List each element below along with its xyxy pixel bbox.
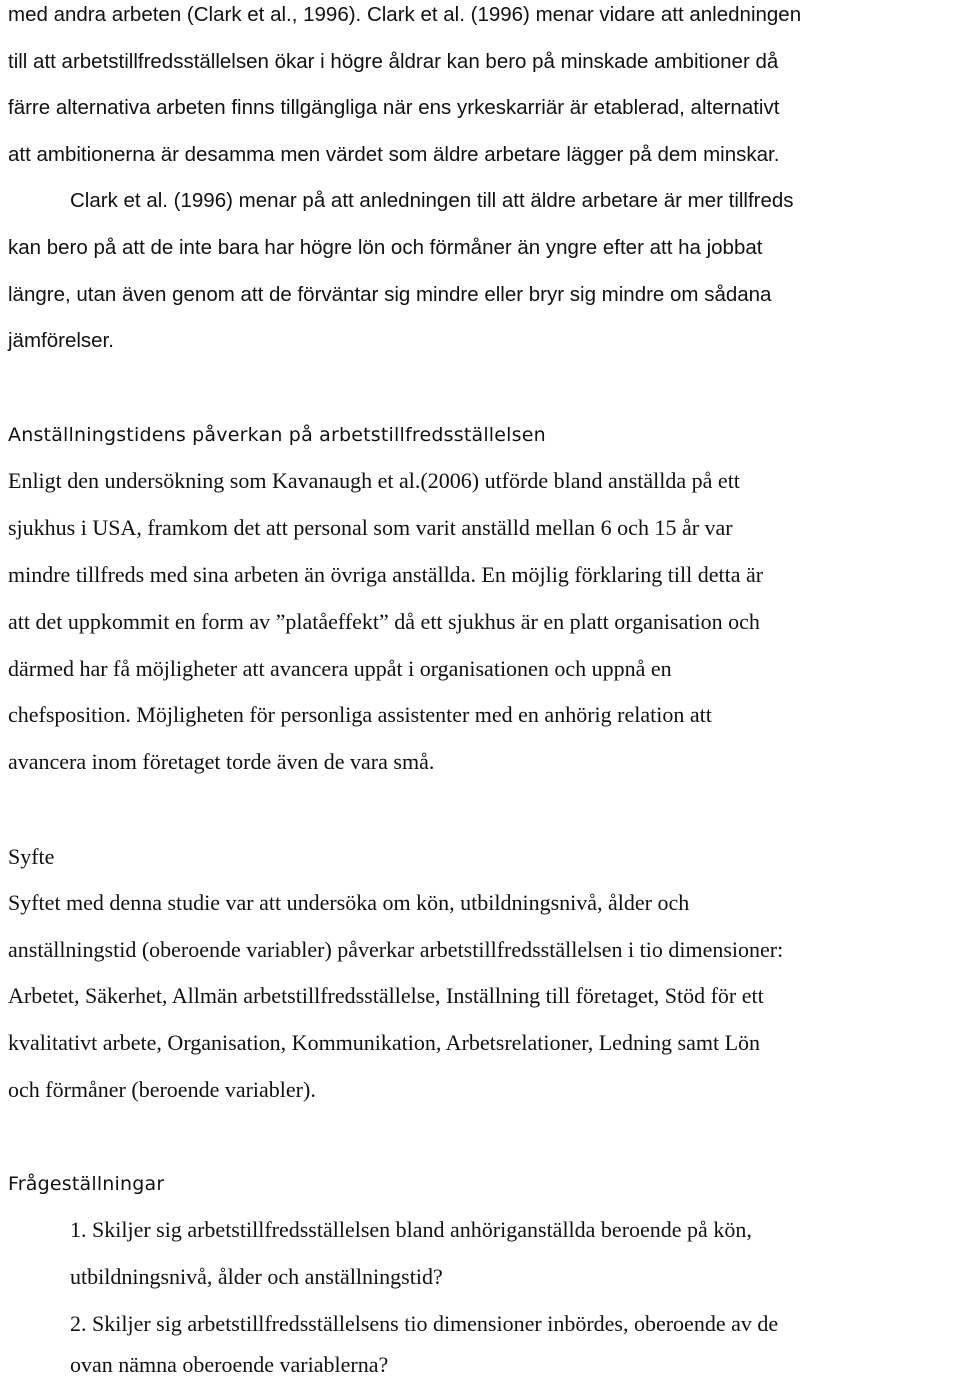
paragraph-line: kan bero på att de inte bara har högre lön och förmåner än yngre efter att ha jobbat xyxy=(8,236,763,259)
paragraph-line: sjukhus i USA, framkom det att personal som varit anställd mellan 6 och 15 år var xyxy=(8,515,733,540)
question-1-line: 1. Skiljer sig arbetstillfredsställelsen bland anhöriganställda beroende på kön, xyxy=(70,1217,752,1242)
paragraph-line: att ambitionerna är desamma men värdet som äldre arbetare lägger på dem minskar. xyxy=(8,143,780,166)
question-1-line: utbildningsnivå, ålder och anställningstid? xyxy=(70,1264,443,1289)
paragraph-line: till att arbetstillfredsställelsen ökar i högre åldrar kan bero på minskade ambitioner då xyxy=(8,50,779,73)
paragraph-line: avancera inom företaget torde även de vara små. xyxy=(8,749,435,774)
paragraph-line: därmed har få möjligheter att avancera uppåt i organisationen och uppnå en xyxy=(8,656,672,681)
paragraph-line: Arbetet, Säkerhet, Allmän arbetstillfredsställelse, Inställning till företaget, Stöd för ett xyxy=(8,983,764,1008)
question-2-line: 2. Skiljer sig arbetstillfredsställelsens tio dimensioner inbördes, oberoende av de xyxy=(70,1311,779,1336)
section-heading-aim: Syfte xyxy=(8,844,55,869)
paragraph-line: färre alternativa arbeten finns tillgängliga när ens yrkeskarriär är etablerad, alternativt xyxy=(8,96,780,119)
paragraph-line: mindre tillfreds med sina arbeten än övriga anställda. En möjlig förklaring till detta är xyxy=(8,562,764,587)
paragraph-line: Clark et al. (1996) menar på att anledningen till att äldre arbetare är mer tillfreds xyxy=(70,189,794,212)
paragraph-line: att det uppkommit en form av ”platåeffekt” då ett sjukhus är en platt organisation och xyxy=(8,609,760,634)
section-heading-tenure: Anställningstidens påverkan på arbetstillfredsställelsen xyxy=(8,424,546,446)
paragraph-line: kvalitativt arbete, Organisation, Kommunikation, Arbetsrelationer, Ledning samt Lön xyxy=(8,1030,761,1055)
paragraph-line: längre, utan även genom att de förväntar sig mindre eller bryr sig mindre om sådana xyxy=(8,283,772,306)
paragraph-line: med andra arbeten (Clark et al., 1996). Clark et al. (1996) menar vidare att anledningen xyxy=(8,3,802,26)
paragraph-line: Syftet med denna studie var att undersöka om kön, utbildningsnivå, ålder och xyxy=(8,890,690,915)
paragraph-line: och förmåner (beroende variabler). xyxy=(8,1077,316,1102)
paragraph-line: anställningstid (oberoende variabler) påverkar arbetstillfredsställelsen i tio dimensioner: xyxy=(8,937,784,962)
paragraph-line: jämförelser. xyxy=(8,329,114,352)
paragraph-line: Enligt den undersökning som Kavanaugh et al.(2006) utförde bland anställda på ett xyxy=(8,468,740,493)
paragraph-line: chefsposition. Möjligheten för personliga assistenter med en anhörig relation att xyxy=(8,702,712,727)
section-heading-questions: Frågeställningar xyxy=(8,1173,165,1195)
question-2-line: ovan nämna oberoende variablerna? xyxy=(70,1352,389,1377)
